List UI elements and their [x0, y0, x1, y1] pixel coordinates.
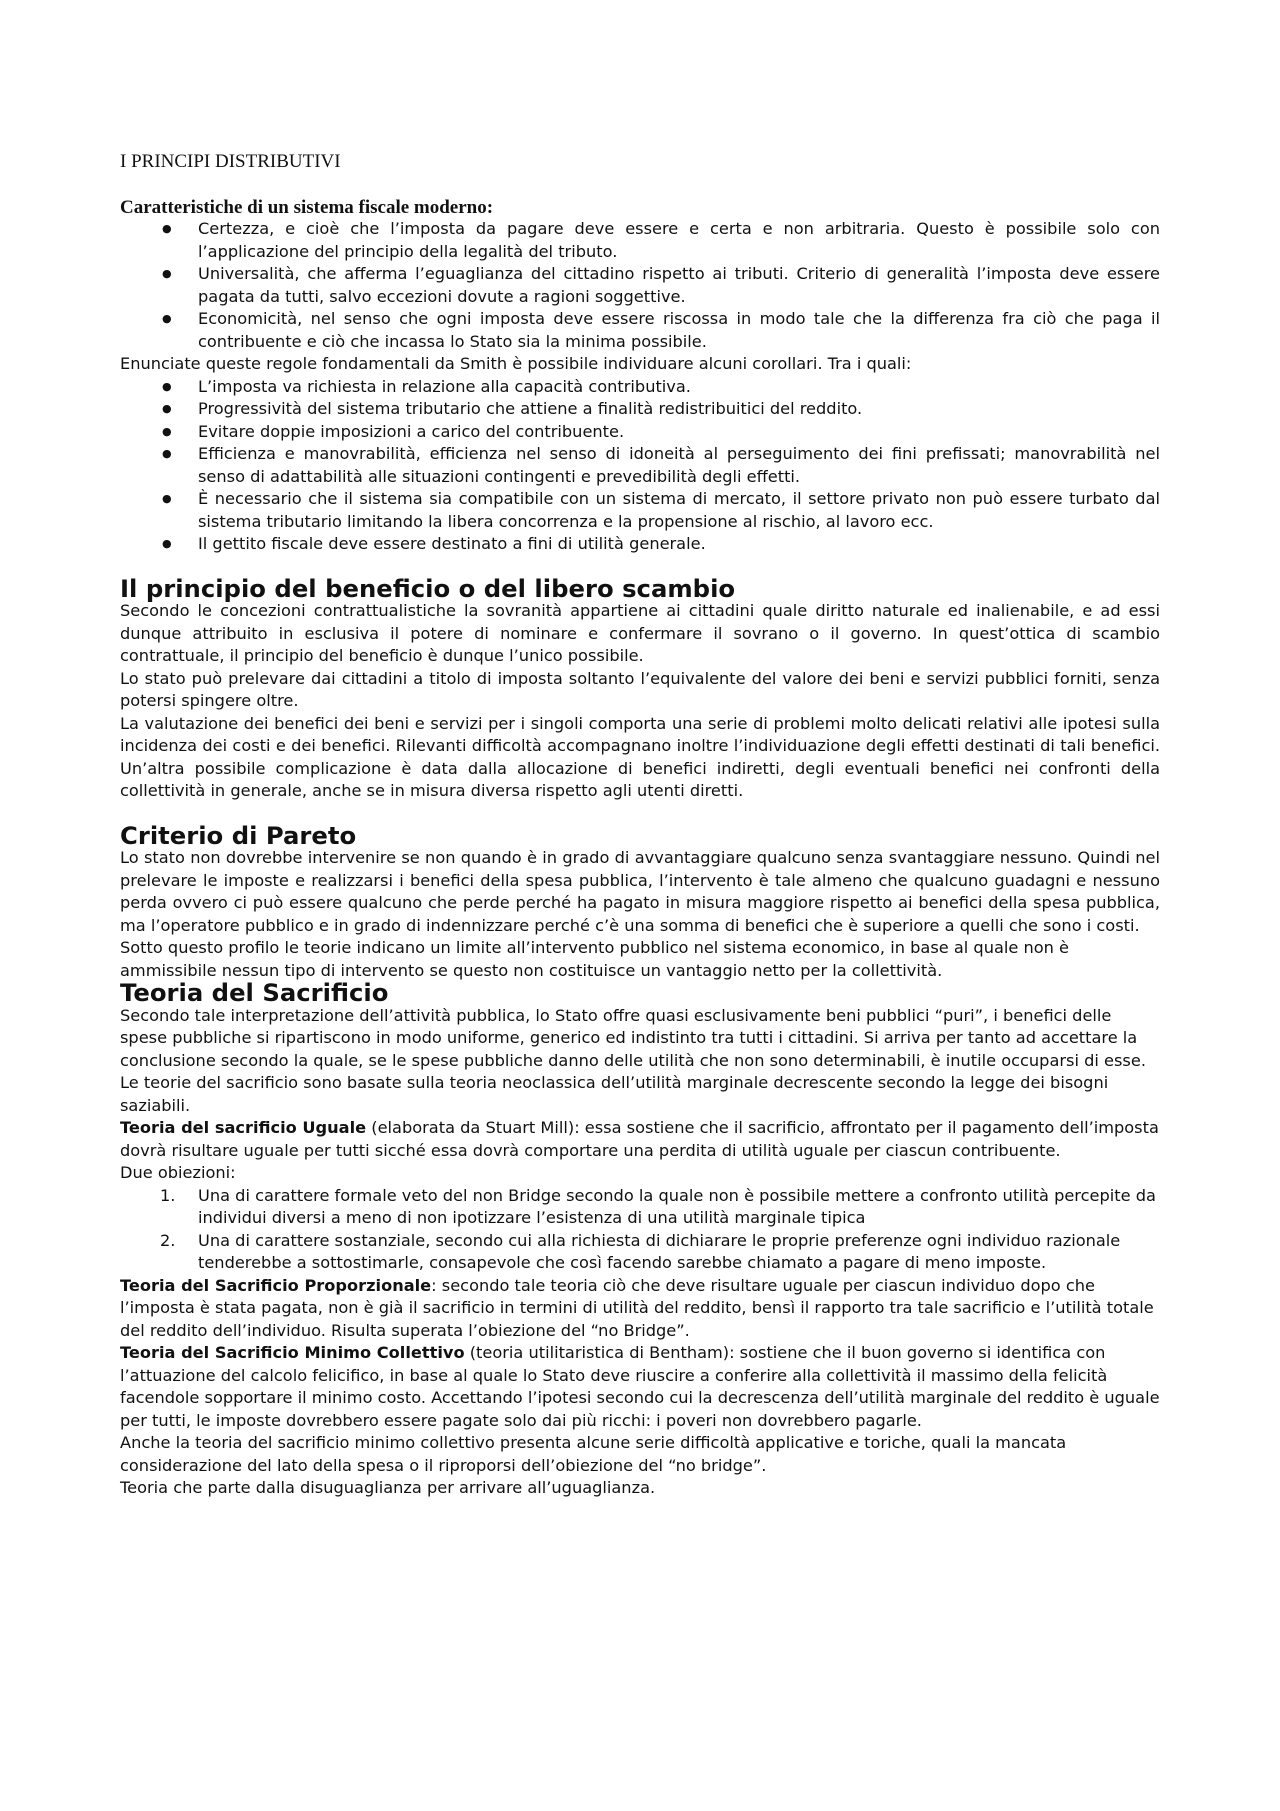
definition-text: (elaborata da Stuart Mill): essa sostiene che il sacrificio, affrontato per il pagamento dell’imposta dovrà risultare uguale per tutti sicché essa dovrà comportare una perdita di utilità uguale per ciascun contribuente. — [120, 1118, 1159, 1160]
list-item: ● È necessario che il sistema sia compatibile con un sistema di mercato, il settore privato non può essere turbato dal sistema tributario limitando la libera concorrenza e la propensione al rischio, al lavoro ecc. — [120, 488, 1160, 533]
list-item: ● Evitare doppie imposizioni a carico del contribuente. — [120, 421, 1160, 444]
paragraph: Lo stato non dovrebbe intervenire se non quando è in grado di avvantaggiare qualcuno senza svantaggiare nessuno. Quindi nel prelevare le imposte e realizzarsi i benefici della spesa pubblica, l’intervento è tale almeno che qualcuno guadagni e nessuno perda ovvero ci può essere qualcuno che perde perché ha pagato in misura maggiore rispetto ai benefici della spesa pubblica, ma l’operatore pubblico e in grado di indennizzare perché c’è una somma di benefici che è superiore a quelli che sono i costi. — [120, 848, 1160, 935]
list-item: ● L’imposta va richiesta in relazione alla capacità contributiva. — [120, 376, 1160, 399]
paragraph: Le teorie del sacrificio sono basate sulla teoria neoclassica dell’utilità marginale decrescente secondo la legge dei bisogni saziabili. — [120, 1073, 1109, 1115]
section-sacrificio — [120, 978, 1160, 1500]
document-page — [120, 150, 1160, 1500]
sacrificio-heading: Teoria del Sacrificio — [120, 978, 389, 1007]
paragraph: La valutazione dei benefici dei beni e servizi per i singoli comporta una serie di problemi molto delicati relativi alle ipotesi sulla incidenza dei costi e dei benefici. Rilevanti difficoltà accompagnano inoltre l’individuazione degli effetti destinati di tali benefici. Un’altra possibile complicazione è data dalla allocazione di benefici indiretti, degli eventuali benefici nei confronti della collettività in generale, anche se in misura diversa rispetto agli utenti diretti. — [120, 713, 1160, 800]
section-pareto — [120, 820, 1160, 983]
definition-text: (teoria utilitaristica di Bentham): sostiene che il buon governo si identifica con l’attuazione del calcolo felicifico, in base al quale lo Stato deve riuscire a conferire alla collettività il massimo della felicità facendole sopportare il minimo costo. Accettando l’ipotesi secondo cui la decrescenza dell’utilità marginale del reddito è uguale per tutti, le imposte dovrebbero essere pagate solo dai più ricchi: i poveri non dovrebbero pagarle. — [120, 1343, 1160, 1430]
characteristics-heading: Caratteristiche di un sistema fiscale moderno: — [120, 197, 494, 218]
objections-intro: Due obiezioni: — [120, 1163, 236, 1182]
list-item: ● Economicità, nel senso che ogni imposta deve essere riscossa in modo tale che la differenza fra ciò che paga il contribuente e ciò che incassa lo Stato sia la minima possibile. — [120, 308, 1160, 353]
paragraph-sacrificio-proporzionale — [120, 1275, 1160, 1343]
list-number: 2. — [160, 1230, 176, 1250]
paragraph-sacrificio-minimo — [120, 1342, 1160, 1432]
paragraph: Lo stato può prelevare dai cittadini a titolo di imposta soltanto l’equivalente del valore dei beni e servizi pubblici forniti, senza potersi spingere oltre. — [120, 668, 1160, 710]
list-text: Una di carattere sostanziale, secondo cui alla richiesta di dichiarare le proprie preferenze ogni individuo razionale tenderebbe a sottostimarle, consapevole che così facendo sarebbe chiamato a pagare di meno imposte. — [198, 1230, 1121, 1272]
list-item — [120, 1185, 1160, 1230]
pareto-heading: Criterio di Pareto — [120, 820, 357, 850]
corollaries-list — [120, 376, 1160, 556]
term-sacrificio-minimo: Teoria del Sacrificio Minimo Collettivo — [120, 1343, 465, 1362]
term-sacrificio-proporzionale: Teoria del Sacrificio Proporzionale — [120, 1275, 432, 1295]
objections-list — [120, 1185, 1160, 1275]
list-item: ● Il gettito fiscale deve essere destinato a fini di utilità generale. — [120, 533, 1160, 556]
paragraph: Secondo le concezioni contrattualistiche la sovranità appartiene ai cittadini quale diritto naturale ed inalienabile, e ad essi dunque attribuito in esclusiva il potere di nominare e confermare il sovrano o il governo. In quest’ottica di scambio contrattuale, il principio del beneficio è dunque l’unico possibile. — [120, 601, 1160, 665]
beneficio-heading: Il principio del beneficio o del libero scambio — [120, 573, 736, 603]
list-text: Una di carattere formale veto del non Bridge secondo la quale non è possibile mettere a confronto utilità percepite da individui diversi a meno di non ipotizzare l’esistenza di una utilità marginale tipica — [198, 1185, 1156, 1227]
paragraph-sacrificio-uguale — [120, 1117, 1160, 1162]
paragraph: Anche la teoria del sacrificio minimo collettivo presenta alcune serie difficoltà applicative e toriche, quali la mancata considerazione del lato della spesa o il riproporsi dell’obiezione del “no bridge”. — [120, 1433, 1067, 1475]
definition-text: : secondo tale teoria ciò che deve risultare uguale per ciascun individuo dopo che l’imposta è stata pagata, non è già il sacrificio in termini di utilità del reddito, bensì il rapporto tra tale sacrificio e l’utilità totale del reddito dell’individuo. Risulta superata l’obiezione del “no Bridge”. — [120, 1275, 1154, 1340]
list-number: 1. — [160, 1185, 176, 1205]
paragraph: Sotto questo profilo le teorie indicano un limite all’intervento pubblico nel sistema economico, in base al quale non è ammissibile nessun tipo di intervento se questo non costituisce un vantaggio netto per la collettività. — [120, 938, 1070, 980]
document-title: I PRINCIPI DISTRIBUTIVI — [120, 151, 341, 172]
paragraph: Secondo tale interpretazione dell’attività pubblica, lo Stato offre quasi esclusivamente beni pubblici “puri”, i benefici delle spese pubbliche si ripartiscono in modo uniforme, generico ed indistinto tra tutti i cittadini. Si arriva per tanto ad accettare la conclusione secondo la quale, se le spese pubbliche danno delle utilità che non sono determinabili, è inutile occuparsi di esse. — [120, 1005, 1146, 1070]
list-item: ● Progressività del sistema tributario che attiene a finalità redistribuitici del reddito. — [120, 398, 1160, 421]
section-beneficio — [120, 573, 1160, 803]
paragraph: Teoria che parte dalla disuguaglianza per arrivare all’uguaglianza. — [120, 1478, 656, 1497]
section-characteristics — [120, 198, 1160, 556]
list-item: ● Efficienza e manovrabilità, efficienza nel senso di idoneità al perseguimento dei fini prefissati; manovrabilità nel senso di adattabilità alle situazioni contingenti e prevedibilità degli effetti. — [120, 443, 1160, 488]
list-item: ● Certezza, e cioè che l’imposta da pagare deve essere e certa e non arbitraria. Questo è possibile solo con l’applicazione del principio della legalità del tributo. — [120, 218, 1160, 263]
term-sacrificio-uguale: Teoria del sacrificio Uguale — [120, 1118, 367, 1137]
corollaries-intro: Enunciate queste regole fondamentali da Smith è possibile individuare alcuni corollari. Tra i quali: — [120, 354, 912, 373]
characteristics-list — [120, 218, 1160, 353]
list-item — [120, 1230, 1160, 1275]
list-item: ● Universalità, che afferma l’eguaglianza del cittadino rispetto ai tributi. Criterio di generalità l’imposta deve essere pagata da tutti, salvo eccezioni dovute a ragioni soggettive. — [120, 263, 1160, 308]
